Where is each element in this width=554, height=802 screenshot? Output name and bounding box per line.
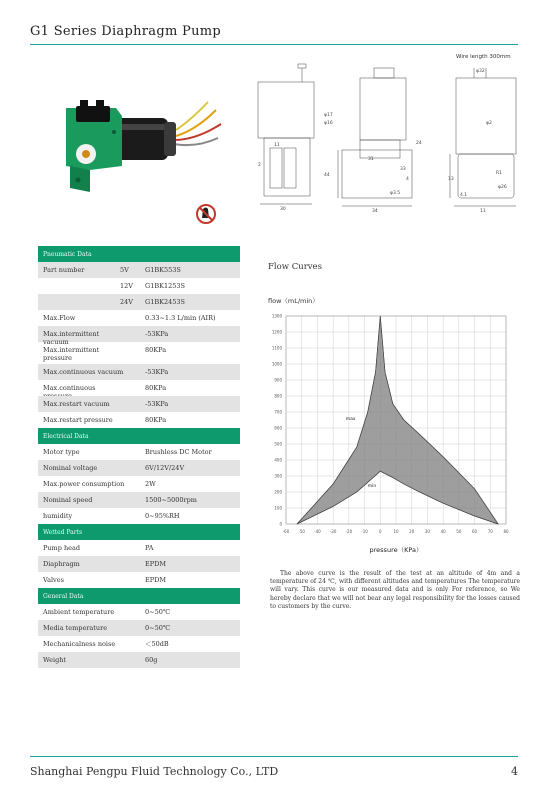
spec-label: humidity (43, 512, 73, 520)
spec-voltage: 24V (120, 298, 133, 306)
x-tick-label: -10 (361, 529, 368, 534)
spec-value: 1500~5000rpm (145, 496, 197, 504)
spec-value: Brushless DC Motor (145, 448, 212, 456)
spec-label: Max.intermittent pressure (43, 346, 100, 362)
x-tick-label: 20 (409, 529, 415, 534)
dim-label: φ16 (324, 121, 333, 126)
pump-photo (56, 80, 226, 200)
y-tick-label: 700 (274, 409, 282, 415)
x-tick-label: 40 (440, 529, 446, 534)
spec-value: 0~95%RH (145, 512, 180, 520)
spec-row (38, 508, 240, 524)
spec-table (38, 246, 240, 668)
spec-value: ＜50dB (145, 640, 169, 648)
x-tick-label: -40 (314, 529, 321, 534)
dim-label: 4.1 (460, 193, 468, 198)
x-tick-label: 70 (487, 529, 493, 534)
spec-section-header (38, 524, 240, 540)
oil-free-icon (195, 203, 217, 225)
y-tick-label: 900 (274, 377, 282, 383)
spec-label: Max.power consumption (43, 480, 125, 488)
dim-label: φ2 (486, 121, 492, 126)
spec-value: 60g (145, 656, 158, 664)
dim-label: φ32 (476, 69, 485, 74)
page-title: G1 Series Diaphragm Pump (30, 24, 221, 39)
y-tick-label: 1000 (271, 361, 282, 367)
spec-label: Electrical Data (43, 433, 89, 440)
spec-row (38, 396, 240, 412)
flow-band (297, 316, 498, 524)
y-tick-label: 0 (279, 521, 282, 527)
dim-label: 33 (400, 167, 406, 172)
spec-row (38, 492, 240, 508)
flow-chart (264, 308, 526, 556)
dim-label: R1 (496, 171, 502, 176)
annotation-min: min (367, 484, 377, 490)
spec-row (38, 540, 240, 556)
spec-label: Pump head (43, 544, 81, 552)
y-tick-label: 1300 (271, 313, 282, 319)
y-tick-label: 600 (274, 425, 282, 431)
spec-row (38, 620, 240, 636)
spec-value: EPDM (145, 576, 166, 584)
spec-value: 0~50℃ (145, 624, 171, 632)
spec-row (38, 342, 240, 364)
spec-label: Valves (43, 576, 64, 584)
spec-label: Media temperature (43, 624, 108, 632)
company-name: Shanghai Pengpu Fluid Technology Co., LTD (30, 765, 279, 778)
spec-value: -53KPa (145, 400, 169, 408)
spec-label: Part number (43, 266, 85, 274)
spec-row (38, 572, 240, 588)
spec-voltage: 12V (120, 282, 133, 290)
spec-row (38, 636, 240, 652)
y-tick-label: 800 (274, 393, 282, 399)
dim-label: 30 (280, 207, 286, 212)
spec-label: Wetted Parts (43, 529, 83, 536)
spec-value: 6V/12V/24V (145, 464, 185, 472)
spec-row (38, 262, 240, 278)
spec-row (38, 364, 240, 380)
dim-label: φ26 (498, 185, 507, 190)
spec-value: 0.33~1.3 L/min (AIR) (145, 314, 216, 322)
spec-value: G1BK553S (145, 266, 181, 274)
spec-row (38, 604, 240, 620)
spec-value: 2W (145, 480, 156, 488)
spec-label: Max.Flow (43, 314, 76, 322)
page-number: 4 (511, 765, 518, 778)
dim-label: 44 (324, 173, 330, 178)
spec-value: 0~50℃ (145, 608, 171, 616)
dimension-drawings (250, 50, 522, 220)
spec-label: Nominal speed (43, 496, 93, 504)
flow-curve-note: The above curve is the result of the test at an altitude of 4m and a temperature of 24 ℃, with different altitudes and temperatures The temperature will vary. This curve is our measured data and is only For reference, so We hereby declare that we will not bear any legal responsibility for the losses caused to customers by the curve. (270, 570, 520, 610)
spec-value: 80KPa (145, 346, 167, 354)
x-tick-label: -20 (345, 529, 353, 534)
spec-label: Ambient temperature (43, 608, 115, 616)
dim-label: 11 (480, 209, 486, 214)
x-tick-label: 60 (472, 529, 478, 534)
spec-voltage: 5V (120, 266, 129, 274)
y-tick-label: 200 (274, 489, 282, 495)
dim-label: 2 (258, 163, 261, 168)
y-tick-label: 300 (274, 473, 282, 479)
x-tick-label: 50 (456, 529, 462, 534)
x-axis-label: pressure（KPa） (369, 546, 423, 554)
spec-label: Max.continuous (43, 384, 96, 392)
spec-label: Weight (43, 656, 67, 664)
spec-value: G1BK2453S (145, 298, 185, 306)
y-tick-label: 100 (274, 505, 282, 511)
spec-row (38, 412, 240, 428)
y-tick-label: 1100 (271, 345, 282, 351)
spec-row (38, 444, 240, 460)
spec-label: Pneumatic Data (43, 251, 92, 258)
spec-row (38, 460, 240, 476)
spec-label: Mechanicalness noise (43, 640, 116, 648)
spec-value: PA (145, 544, 154, 552)
spec-row (38, 310, 240, 326)
x-tick-label: -60 (282, 529, 290, 534)
spec-section-header (38, 428, 240, 444)
dim-label: 13 (448, 177, 454, 182)
spec-value: G1BK1253S (145, 282, 185, 290)
y-tick-label: 500 (274, 441, 282, 447)
spec-row (38, 294, 240, 310)
spec-row (38, 556, 240, 572)
spec-row (38, 476, 240, 492)
x-tick-label: 80 (503, 529, 509, 534)
spec-label: Max.continuous vacuum (43, 368, 124, 376)
spec-label: Max.restart pressure (43, 416, 113, 424)
spec-label: General Data (43, 593, 84, 600)
dim-label: 4 (406, 177, 409, 182)
spec-row (38, 278, 240, 294)
dim-label: 34 (372, 209, 378, 214)
wire-length-note: Wire length 300mm (456, 54, 511, 60)
x-tick-label: -30 (329, 529, 337, 534)
spec-value: -53KPa (145, 368, 169, 376)
y-tick-label: 400 (274, 457, 282, 463)
spec-value: -53KPa (145, 330, 169, 338)
dim-label: φ3.5 (390, 191, 401, 196)
annotation-max: max (345, 417, 356, 422)
flow-curves-title: Flow Curves (268, 262, 322, 272)
spec-row (38, 380, 240, 396)
x-tick-label: 30 (424, 529, 430, 534)
dim-label: 11 (274, 143, 280, 148)
x-tick-label: -50 (298, 529, 305, 534)
dim-label: 31 (368, 157, 374, 162)
spec-label: Max.restart vacuum (43, 400, 110, 408)
spec-section-header (38, 588, 240, 604)
dim-label: 24 (416, 141, 422, 146)
spec-value: 80KPa (145, 416, 167, 424)
y-tick-label: 1200 (271, 329, 282, 335)
header-rule (30, 44, 518, 45)
spec-section-header (38, 246, 240, 262)
spec-value: EPDM (145, 560, 166, 568)
spec-value: 80KPa (145, 384, 167, 392)
x-tick-label: 10 (393, 529, 399, 534)
flow-axis-unit: flow（mL/min） (268, 297, 319, 305)
x-tick-label: 0 (379, 529, 382, 534)
spec-label: Diaphragm (43, 560, 80, 568)
dim-label: φ17 (324, 113, 333, 118)
spec-row (38, 326, 240, 346)
spec-label: Max.intermittent vacuum (43, 330, 100, 346)
spec-row (38, 652, 240, 668)
spec-label: Nominal voltage (43, 464, 98, 472)
spec-label: Motor type (43, 448, 80, 456)
footer-rule (30, 756, 518, 757)
